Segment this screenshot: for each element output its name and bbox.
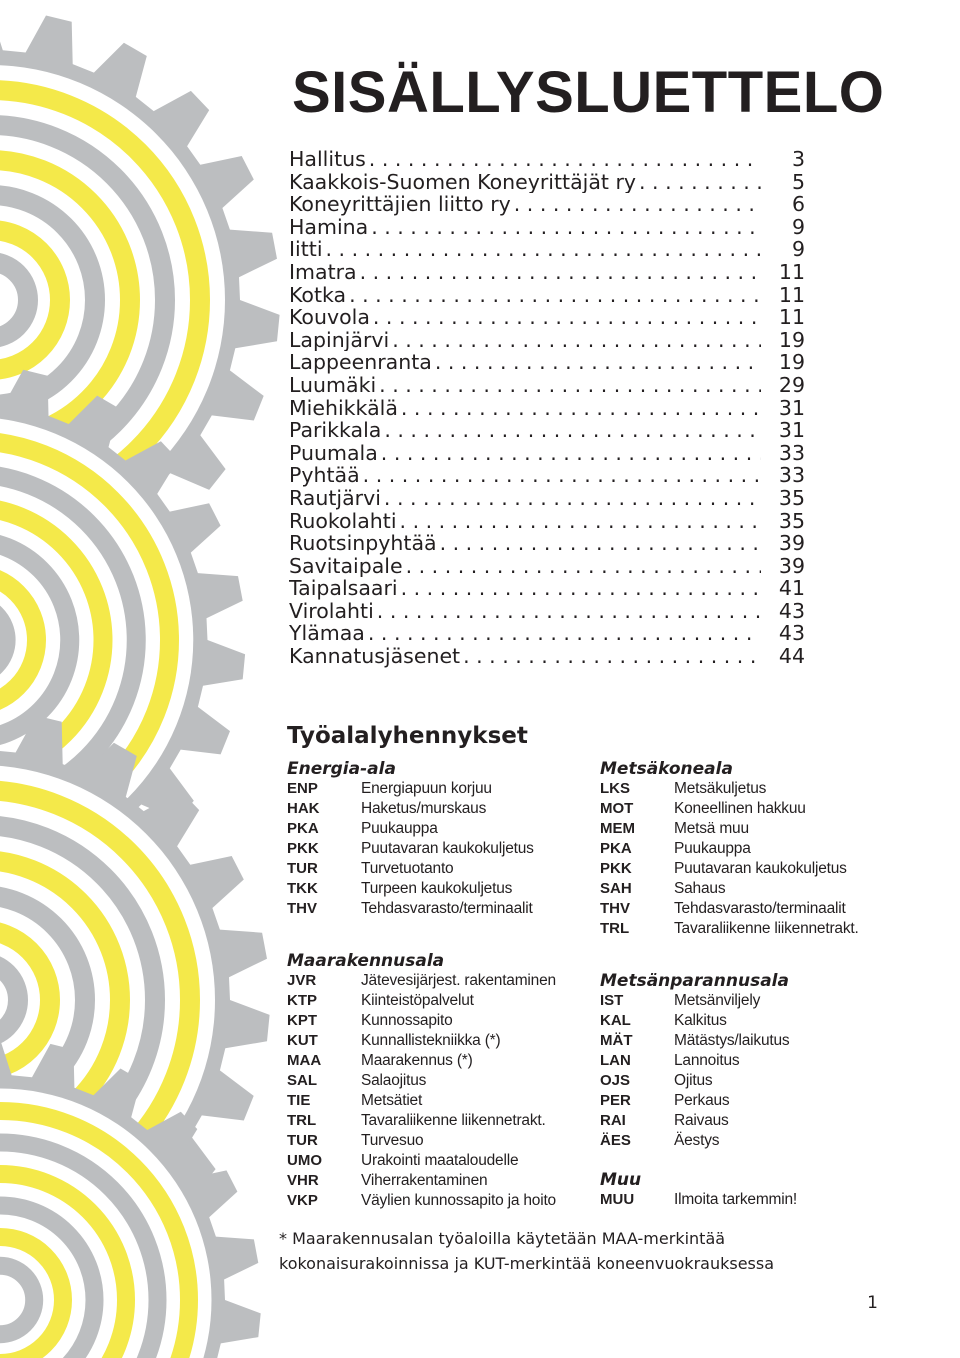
abbreviation-code: VKP [287, 1192, 318, 1209]
abbreviation-code: VHR [287, 1172, 319, 1189]
abbreviation-row [600, 919, 900, 939]
toc-entry[interactable] [289, 532, 805, 555]
abbreviation-row [287, 799, 587, 819]
abbreviation-code: LAN [600, 1052, 631, 1069]
group-title: Maarakennusala [287, 951, 445, 971]
toc-dot-leader [398, 577, 761, 600]
toc-dot-leader [366, 148, 761, 171]
toc-entry-name: Lappeenranta [289, 351, 432, 374]
abbreviation-description: Väylien kunnossapito ja hoito [361, 1192, 556, 1209]
abbreviation-code: IST [600, 992, 624, 1009]
toc-entry-page: 9 [791, 238, 805, 261]
abbreviation-row [600, 1011, 900, 1031]
abbreviation-description: Perkaus [674, 1092, 730, 1109]
abbreviation-description: Puukauppa [361, 820, 438, 837]
toc-entry[interactable] [289, 442, 805, 465]
abbreviation-description: Haketus/murskaus [361, 800, 487, 817]
toc-entry-page: 39 [778, 532, 805, 555]
abbreviation-code: MÄT [600, 1032, 633, 1049]
toc-entry-page: 11 [778, 283, 805, 307]
abbreviation-description: Tavaraliikenne liikennetrakt. [361, 1112, 546, 1129]
abbreviation-description: Urakointi maataloudelle [361, 1152, 519, 1169]
abbreviation-code: KAL [600, 1012, 631, 1029]
abbreviation-description: Koneellinen hakkuu [674, 800, 806, 817]
toc-entry-page: 35 [778, 486, 805, 510]
toc-entry-page: 6 [791, 193, 805, 216]
toc-entry[interactable] [289, 329, 805, 352]
abbreviation-description: Ilmoita tarkemmin! [674, 1191, 798, 1208]
abbreviation-description: Ojitus [674, 1072, 713, 1089]
toc-entry[interactable] [289, 261, 805, 284]
abbreviation-row [600, 899, 900, 919]
abbreviation-description: Turvesuo [361, 1132, 424, 1149]
abbreviation-description: Kiinteistöpalvelut [361, 992, 474, 1009]
abbreviation-description: Turpeen kaukokuljetus [361, 880, 513, 897]
toc-entry[interactable] [289, 171, 805, 194]
toc-entry-name: Hamina [289, 215, 369, 239]
toc-entry-page: 11 [778, 260, 805, 284]
toc-entry-page: 33 [778, 441, 805, 465]
abbreviation-code: MAA [287, 1052, 322, 1069]
abbreviation-code: HAK [287, 800, 320, 817]
abbreviation-description: Kunnallistekniikka (*) [361, 1032, 501, 1049]
abbreviation-description: Viherrakentaminen [361, 1172, 488, 1189]
toc-entry-page: 33 [778, 464, 805, 487]
group-muu [600, 1170, 900, 1210]
toc-dot-leader [381, 419, 761, 442]
abbreviation-description: Maarakennus (*) [361, 1052, 473, 1069]
toc-entry[interactable] [289, 148, 805, 171]
abbreviation-row [287, 971, 587, 991]
group-title: Metsänparannusala [600, 971, 789, 991]
abbreviation-code: MUU [600, 1191, 635, 1208]
abbreviation-row [600, 859, 900, 879]
toc-dot-leader [403, 555, 761, 578]
abbreviation-row [287, 859, 587, 879]
abbreviation-row [287, 899, 587, 919]
abbreviation-code: PKA [287, 820, 319, 837]
toc-entry-name: Parikkala [289, 419, 382, 442]
toc-entry-page: 9 [791, 215, 805, 239]
abbreviation-description: Tehdasvarasto/terminaalit [361, 900, 533, 917]
toc-dot-leader [370, 306, 761, 329]
abbreviation-description: Metsätiet [361, 1092, 423, 1109]
toc-dot-leader [378, 442, 761, 465]
group-metsanparannusala [600, 971, 900, 1151]
toc-entry-name: Ruotsinpyhtää [289, 532, 437, 555]
page-number: 1 [867, 1293, 878, 1313]
abbreviation-code: PKK [600, 860, 632, 877]
toc-dot-leader [376, 374, 761, 397]
abbreviation-code: KTP [287, 992, 317, 1009]
abbreviation-row [600, 1111, 900, 1131]
abbreviation-description: Puutavaran kaukokuljetus [674, 860, 847, 877]
abbreviation-row [600, 879, 900, 899]
abbreviation-row [600, 839, 900, 859]
toc-entry-name: Luumäki [289, 373, 377, 397]
toc-entry-name: Puumala [289, 441, 378, 465]
abbreviation-description: Kalkitus [674, 1012, 727, 1029]
abbreviation-description: Puutavaran kaukokuljetus [361, 840, 534, 857]
abbreviation-row [287, 1091, 587, 1111]
abbreviation-row [600, 819, 900, 839]
abbreviation-description: Raivaus [674, 1112, 729, 1129]
abbreviation-description: Tehdasvarasto/terminaalit [674, 900, 846, 917]
abbreviation-row [600, 1131, 900, 1151]
toc-dot-leader [432, 351, 761, 374]
toc-entry-page: 43 [778, 622, 805, 646]
abbreviation-code: ENP [287, 780, 318, 797]
abbreviation-code: SAH [600, 880, 632, 897]
abbreviation-code: RAI [600, 1112, 626, 1129]
toc-entry-page: 35 [778, 509, 805, 533]
abbreviation-description: Kunnossapito [361, 1012, 453, 1029]
toc-entry-name: Ylämaa [289, 622, 365, 646]
abbreviation-code: MEM [600, 820, 635, 837]
abbreviation-code: MOT [600, 800, 634, 817]
toc-dot-leader [346, 284, 761, 307]
toc-entry[interactable] [289, 600, 805, 623]
toc-entry[interactable] [289, 306, 805, 329]
toc-entry-name: Iitti [289, 238, 323, 261]
group-title: Metsäkoneala [600, 759, 733, 779]
toc-entry-name: Ruokolahti [289, 509, 397, 533]
abbreviation-code: KUT [287, 1032, 318, 1049]
toc-dot-leader [360, 464, 761, 487]
group-maarakennusala [287, 951, 587, 1211]
abbreviation-description: Jätevesijärjest. rakentaminen [361, 972, 556, 989]
toc-entry-name: Miehikkälä [289, 396, 398, 420]
toc-entry-page: 31 [778, 419, 805, 442]
toc-entry-name: Kaakkois-Suomen Koneyrittäjät ry [289, 170, 637, 194]
abbreviation-row [600, 1190, 900, 1210]
abbreviation-row [600, 991, 900, 1011]
toc-dot-leader [437, 532, 761, 555]
abbreviation-description: Puukauppa [674, 840, 751, 857]
abbreviation-row [600, 799, 900, 819]
toc-entry[interactable] [289, 351, 805, 374]
abbreviation-description: Tavaraliikenne liikennetrakt. [674, 920, 859, 937]
abbreviation-code: TKK [287, 880, 318, 897]
group-title: Energia-ala [287, 759, 396, 779]
toc-entry-name: Taipalsaari [289, 577, 398, 600]
page-title: SISÄLLYSLUETTELO [292, 60, 885, 125]
toc-entry[interactable] [289, 216, 805, 239]
toc-dot-leader [460, 645, 761, 668]
toc-entry-page: 19 [778, 351, 805, 374]
toc-entry[interactable] [289, 284, 805, 307]
abbreviation-row [287, 1151, 587, 1171]
abbreviation-row [287, 1031, 587, 1051]
toc-entry[interactable] [289, 419, 805, 442]
toc-entry[interactable] [289, 238, 805, 261]
abbreviation-code: PER [600, 1092, 631, 1109]
abbreviation-row [287, 779, 587, 799]
toc-entry[interactable] [289, 397, 805, 420]
toc-entry-name: Koneyrittäjien liitto ry [289, 193, 511, 216]
toc-entry[interactable] [289, 577, 805, 600]
abbreviation-row [287, 1171, 587, 1191]
toc-dot-leader [636, 171, 761, 194]
abbreviation-row [287, 879, 587, 899]
abbreviation-row [600, 1071, 900, 1091]
abbreviation-description: Mätästys/laikutus [674, 1032, 790, 1049]
toc-entry-name: Kouvola [289, 306, 370, 329]
toc-entry-name: Rautjärvi [289, 486, 381, 510]
abbreviation-description: Metsänviljely [674, 992, 761, 1009]
abbreviations-heading: Työalalyhennykset [287, 723, 528, 749]
toc-entry-page: 5 [791, 170, 805, 194]
toc-dot-leader [323, 238, 761, 261]
toc-entry[interactable] [289, 555, 805, 578]
toc-dot-leader [374, 600, 761, 623]
toc-dot-leader [511, 193, 761, 216]
abbreviation-code: TUR [287, 1132, 318, 1149]
toc-entry-page: 31 [778, 396, 805, 420]
abbreviation-code: TRL [600, 920, 630, 937]
abbreviation-code: LKS [600, 780, 630, 797]
abbreviation-code: OJS [600, 1072, 631, 1089]
toc-entry-page: 43 [778, 599, 805, 623]
abbreviation-row [287, 1111, 587, 1131]
abbreviation-description: Salaojitus [361, 1072, 427, 1089]
footnote-line-2: kokonaisurakoinnissa ja KUT-merkintää koneenvuokrauksessa [279, 1254, 775, 1273]
toc-entry[interactable] [289, 464, 805, 487]
abbreviation-description: Äestys [674, 1132, 720, 1149]
abbreviation-row [287, 991, 587, 1011]
abbreviation-row [287, 1071, 587, 1091]
toc-entry[interactable] [289, 374, 805, 397]
toc-entry[interactable] [289, 645, 805, 668]
toc-dot-leader [357, 261, 761, 284]
toc-dot-leader [389, 329, 761, 352]
toc-entry-page: 41 [778, 577, 805, 600]
group-metsakoneala [600, 759, 900, 939]
toc-dot-leader [381, 487, 761, 510]
footnote-line-1: * Maarakennusalan työaloilla käytetään MAA-merkintää [279, 1229, 726, 1248]
toc-entry-name: Lapinjärvi [289, 328, 390, 352]
abbreviation-code: ÄES [600, 1132, 631, 1149]
abbreviation-code: TIE [287, 1092, 311, 1109]
abbreviation-code: SAL [287, 1072, 317, 1089]
abbreviation-row [287, 1051, 587, 1071]
toc-entry-name: Savitaipale [289, 554, 403, 578]
toc-entry-page: 39 [778, 554, 805, 578]
abbreviation-code: UMO [287, 1152, 322, 1169]
abbreviation-description: Turvetuotanto [361, 860, 454, 877]
toc-entry[interactable] [289, 487, 805, 510]
abbreviation-row [287, 1131, 587, 1151]
toc-entry-name: Pyhtää [289, 464, 360, 487]
toc-entry[interactable] [289, 193, 805, 216]
toc-entry-name: Kannatusjäsenet [289, 645, 461, 668]
toc-entry-page: 19 [778, 328, 805, 352]
abbreviation-row [600, 1051, 900, 1071]
toc-entry-page: 44 [778, 645, 805, 668]
abbreviation-row [600, 779, 900, 799]
toc-dot-leader [365, 622, 761, 645]
abbreviation-code: JVR [287, 972, 317, 989]
toc-entry-page: 11 [778, 306, 805, 329]
toc-entry-page: 29 [778, 373, 805, 397]
abbreviation-description: Lannoitus [674, 1052, 740, 1069]
toc-dot-leader [368, 216, 761, 239]
abbreviation-row [287, 839, 587, 859]
abbreviation-description: Metsä muu [674, 820, 749, 837]
abbreviation-description: Energiapuun korjuu [361, 780, 492, 797]
group-energia-ala [287, 759, 587, 919]
toc-entry-page: 3 [791, 148, 805, 171]
footnote [279, 1226, 839, 1276]
abbreviation-row [287, 1191, 587, 1211]
abbreviation-row [287, 819, 587, 839]
toc-entry[interactable] [289, 510, 805, 533]
abbreviation-description: Sahaus [674, 880, 726, 897]
abbreviation-description: Metsäkuljetus [674, 780, 767, 797]
toc-entry[interactable] [289, 622, 805, 645]
abbreviation-code: TRL [287, 1112, 317, 1129]
abbreviation-code: PKA [600, 840, 632, 857]
abbreviation-code: KPT [287, 1012, 317, 1029]
abbreviation-row [600, 1091, 900, 1111]
toc-entry-name: Kotka [289, 283, 347, 307]
abbreviation-code: THV [287, 900, 317, 917]
abbreviation-code: THV [600, 900, 630, 917]
table-of-contents [289, 148, 805, 668]
group-title: Muu [600, 1170, 642, 1190]
toc-dot-leader [397, 510, 761, 533]
abbreviation-code: TUR [287, 860, 318, 877]
abbreviation-row [600, 1031, 900, 1051]
toc-entry-name: Imatra [289, 260, 357, 284]
toc-dot-leader [398, 397, 761, 420]
abbreviation-row [287, 1011, 587, 1031]
toc-entry-name: Virolahti [289, 599, 374, 623]
abbreviation-code: PKK [287, 840, 319, 857]
toc-entry-name: Hallitus [289, 148, 366, 171]
